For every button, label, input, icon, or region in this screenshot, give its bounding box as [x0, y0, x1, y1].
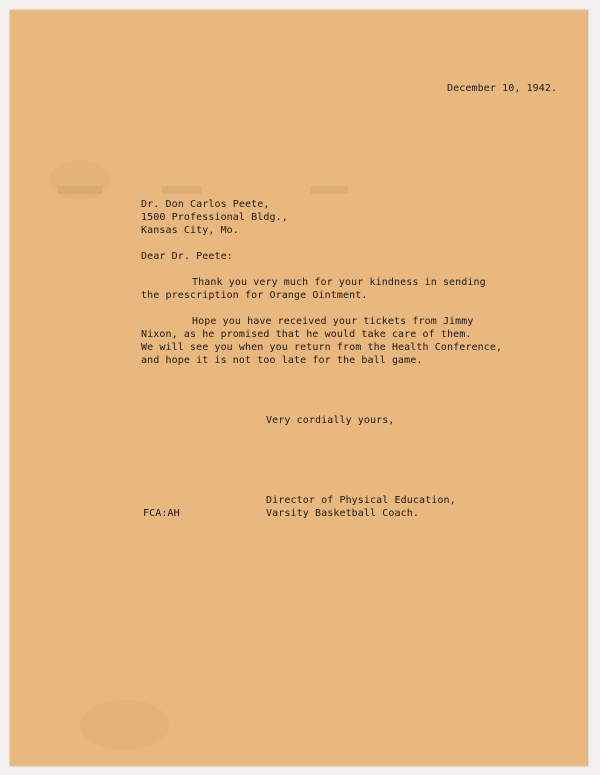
paper-stain: [50, 160, 110, 200]
recipient-address: 1500 Professional Bldg.,: [141, 212, 288, 223]
typist-initials: FCA:AH: [143, 508, 180, 519]
paragraph1-line2: the prescription for Orange Ointment.: [141, 290, 368, 301]
faint-mark: [162, 186, 202, 194]
paragraph1-line1: Thank you very much for your kindness in sending: [192, 277, 486, 288]
recipient-city: Kansas City, Mo.: [141, 225, 239, 236]
faint-mark: [310, 186, 348, 194]
salutation: Dear Dr. Peete:: [141, 251, 233, 262]
paragraph2-line2: Nixon, as he promised that he would take care of them.: [141, 329, 472, 340]
faint-mark: [58, 186, 102, 194]
signature-title2: Varsity Basketball Coach.: [266, 508, 420, 519]
letter-date: December 10, 1942.: [447, 83, 558, 94]
paper-stain: [80, 700, 170, 750]
paragraph2-line3: We will see you when you return from the Health Conference,: [141, 342, 503, 353]
letter-page: [10, 10, 588, 766]
recipient-name: Dr. Don Carlos Peete,: [141, 199, 270, 210]
paragraph2-line1: Hope you have received your tickets from Jimmy: [192, 316, 474, 327]
paragraph2-line4: and hope it is not too late for the ball game.: [141, 355, 423, 366]
signature-title1: Director of Physical Education,: [266, 495, 456, 506]
closing: Very cordially yours,: [266, 415, 395, 426]
